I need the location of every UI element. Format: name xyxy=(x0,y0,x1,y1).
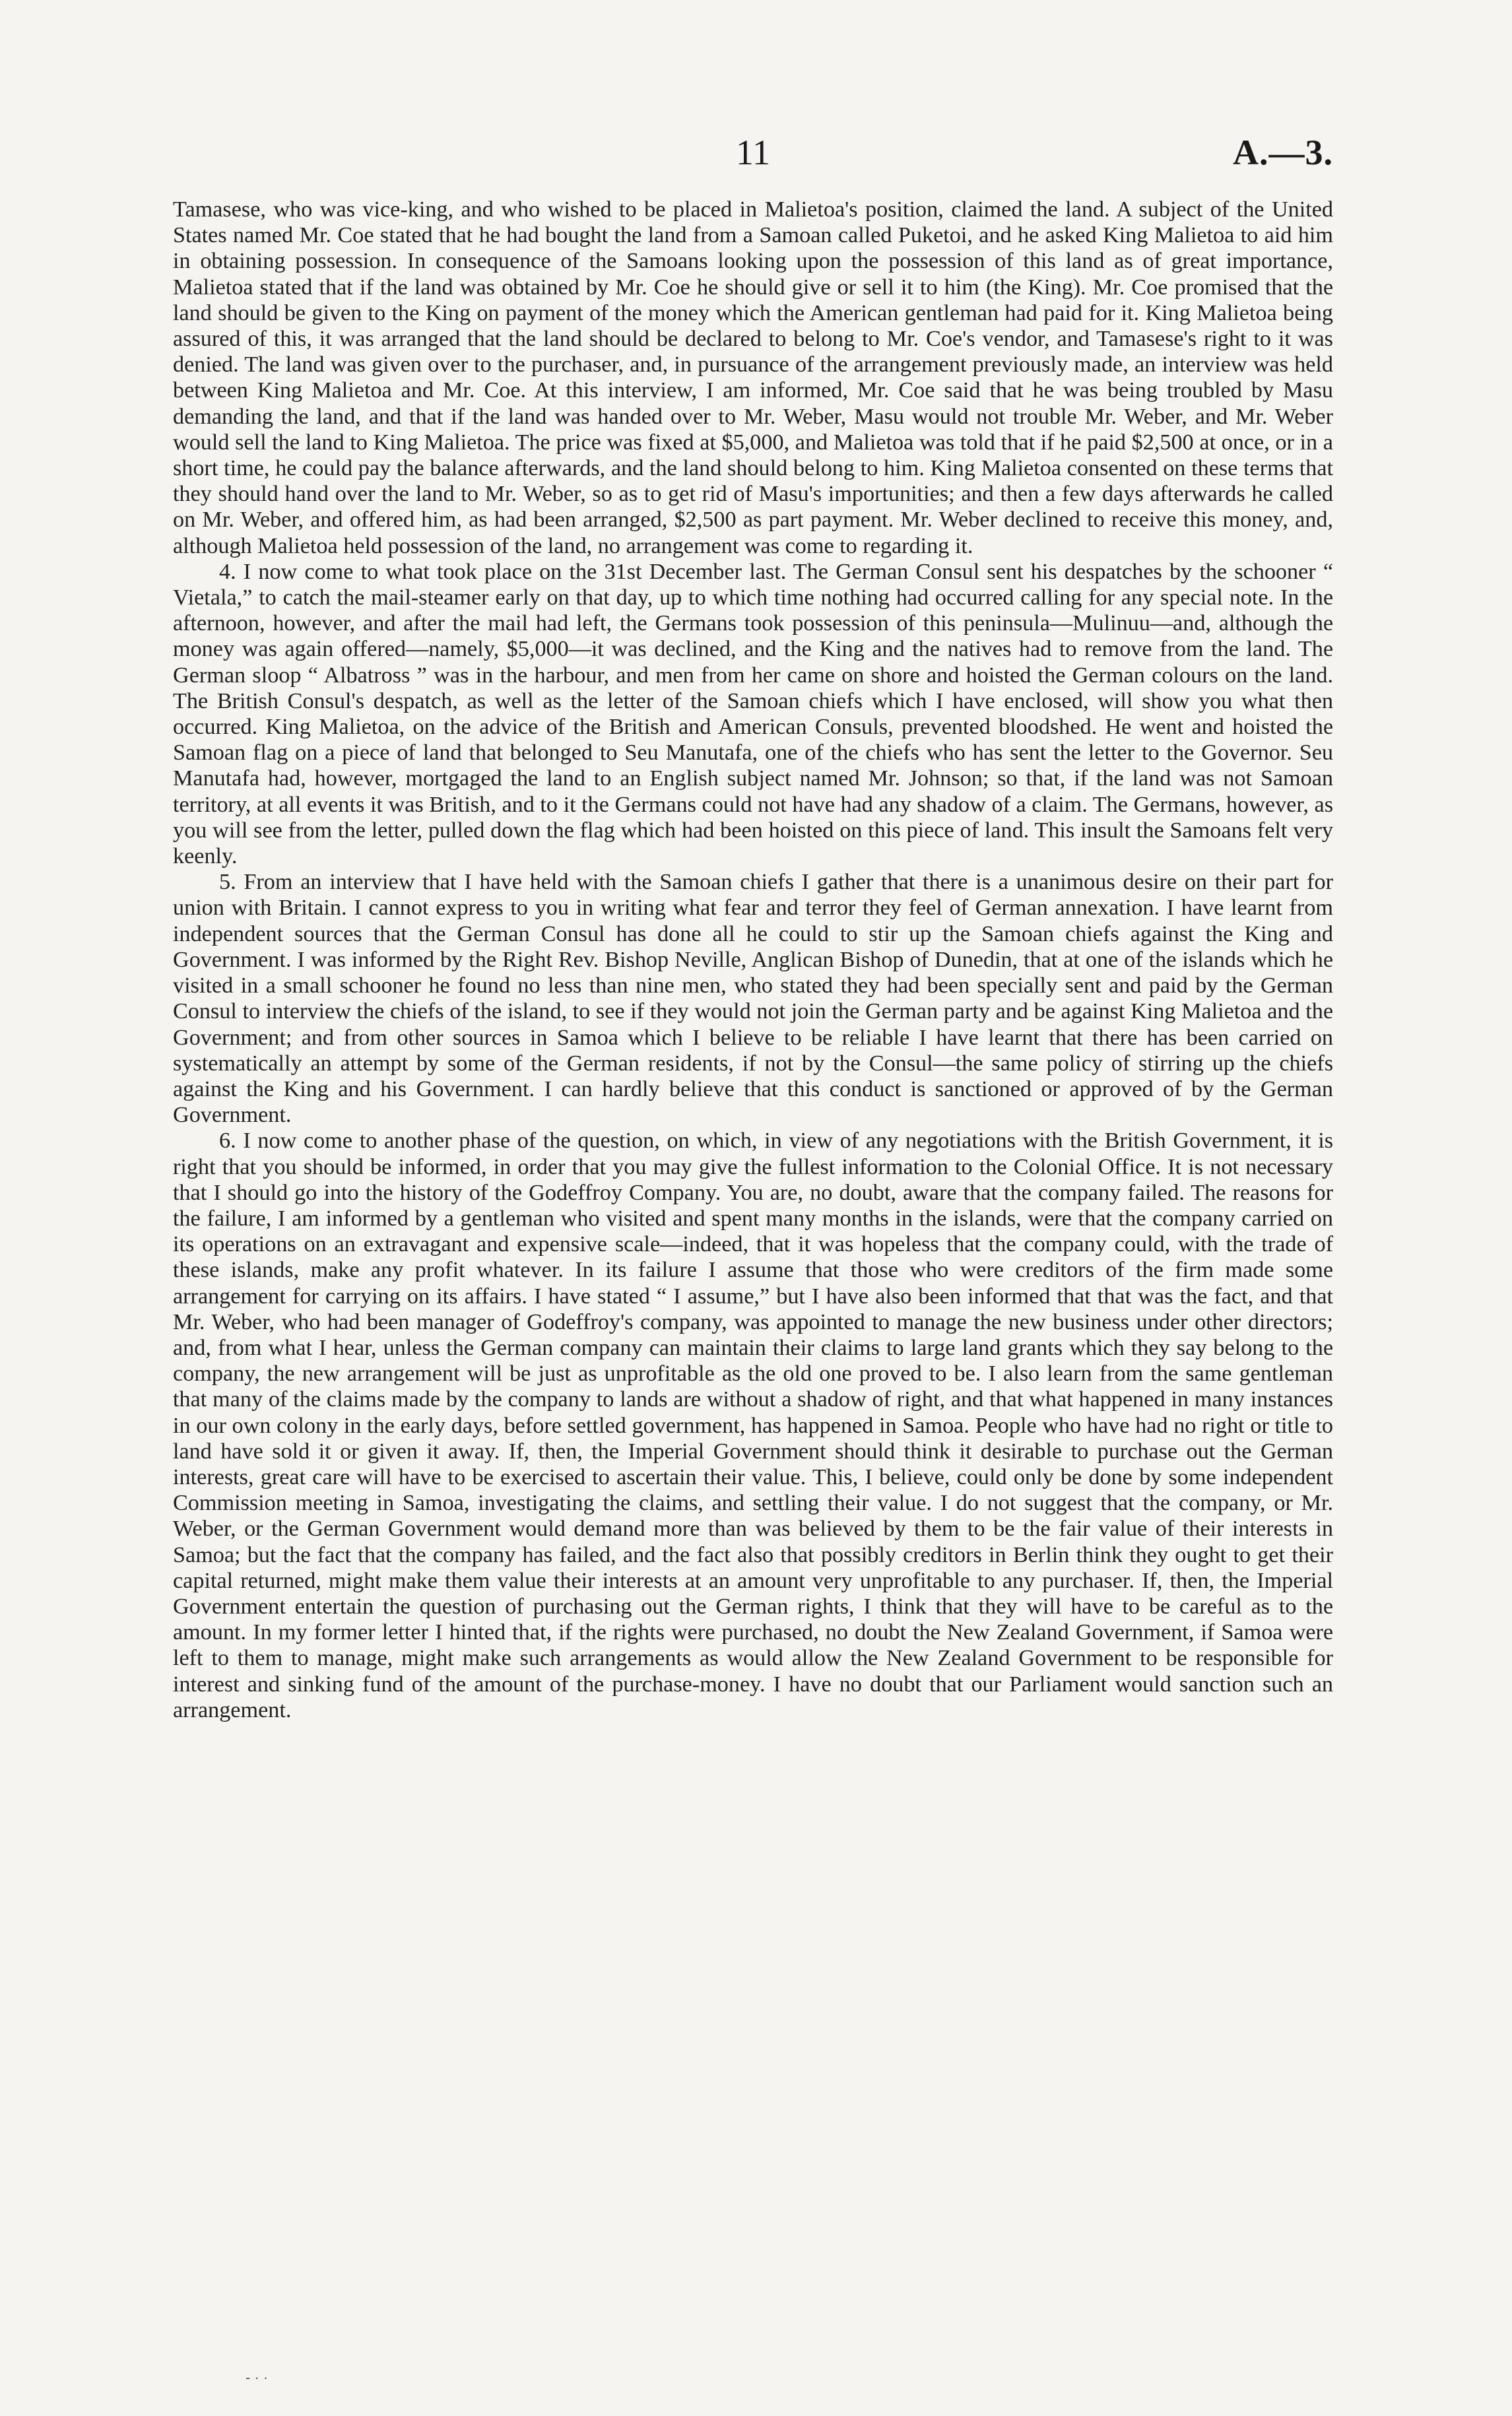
paragraph-6: 6. I now come to another phase of the question, on which, in view of any negotiations with the British Government, it is right that you should be informed, in order that you may give the fullest information to the Colonial Office. It is not necessary that I should go into the history of the Godeffroy Company. You are, no doubt, aware that the company failed. The reasons for the failure, I am informed by a gentleman who visited and spent many months in the islands, were that the company carried on its operations on an extravagant and expensive scale—indeed, that it was hopeless that the company could, with the trade of these islands, make any profit whatever. In its failure I assume that those who were creditors of the firm made some arrangement for carrying on its affairs. I have stated “ I assume,” but I have also been informed that that was the fact, and that Mr. Weber, who had been manager of Godeffroy's company, was appointed to manage the new business under other directors; and, from what I hear, unless the German company can maintain their claims to large land grants which they say belong to the company, the new arrangement will be just as unprofitable as the old one proved to be. I also learn from the same gentleman that many of the claims made by the company to lands are without a shadow of right, and that what happened in many instances in our own colony in the early days, before settled government, has happened in Samoa. People who have had no right or title to land have sold it or given it away. If, then, the Imperial Government should think it desirable to purchase out the German interests, great care will have to be exercised to ascertain their value. This, I believe, could only be done by some independent Commission meeting in Samoa, investigating the claims, and settling their value. I do not suggest that the company, or Mr. Weber, or the German Government would demand more than was believed by them to be the fair value of their interests in Samoa; but the fact that the company has failed, and the fact also that possibly creditors in Berlin think they ought to get their capital returned, might make them value their interests at an amount very unprofitable to any purchaser. If, then, the Imperial Government entertain the question of purchasing out the German rights, I think that they will have to be careful as to the amount. In my former letter I hinted that, if the rights were purchased, no doubt the New Zealand Government, if Samoa were left to them to manage, might make such arrangements as would allow the New Zealand Government to be responsible for interest and sinking fund of the amount of the purchase-money. I have no doubt that our Parliament would sanction such an arrangement. xyxy=(173,1128,1333,1722)
body-text xyxy=(173,197,1333,1723)
page-number: 11 xyxy=(736,133,770,172)
footer-marks: - · · xyxy=(246,2369,269,2386)
paragraph-5: 5. From an interview that I have held with the Samoan chiefs I gather that there is a unanimous desire on their part for union with Britain. I cannot express to you in writing what fear and terror they feel of German annexation. I have learnt from independent sources that the German Consul has done all he could to stir up the Samoan chiefs against the King and Government. I was informed by the Right Rev. Bishop Neville, Anglican Bishop of Dunedin, that at one of the islands which he visited in a small schooner he found no less than nine men, who stated they had been specially sent and paid by the German Consul to interview the chiefs of the island, to see if they would not join the German party and be against King Malietoa and the Government; and from other sources in Samoa which I believe to be reliable I have learnt that there has been carried on systematically an attempt by some of the German residents, if not by the Consul—the same policy of stirring up the chiefs against the King and his Government. I can hardly believe that this conduct is sanctioned or approved of by the German Government. xyxy=(173,870,1333,1128)
page-header xyxy=(173,132,1333,191)
paragraph-continued: Tamasese, who was vice-king, and who wished to be placed in Malietoa's position, claimed the land. A subject of the United States named Mr. Coe stated that he had bought the land from a Samoan called Puketoi, and he asked King Malietoa to aid him in obtaining possession. In consequence of the Samoans looking upon the possession of this land as of great importance, Malietoa stated that if the land was obtained by Mr. Coe he should give or sell it to him (the King). Mr. Coe promised that the land should be given to the King on payment of the money which the American gentleman had paid for it. King Malietoa being assured of this, it was arranged that the land should be declared to belong to Mr. Coe's vendor, and Tamasese's right to it was denied. The land was given over to the purchaser, and, in pursuance of the arrangement previously made, an interview was held between King Malietoa and Mr. Coe. At this interview, I am informed, Mr. Coe said that he was being troubled by Masu demanding the land, and that if the land was handed over to Mr. Weber, Masu would not trouble Mr. Weber, and Mr. Weber would sell the land to King Malietoa. The price was fixed at $5,000, and Malietoa was told that if he paid $2,500 at once, or in a short time, he could pay the balance afterwards, and the land should belong to him. King Malietoa consented on these terms that they should hand over the land to Mr. Weber, so as to get rid of Masu's importunities; and then a few days afterwards he called on Mr. Weber, and offered him, as had been arranged, $2,500 as part payment. Mr. Weber declined to receive this money, and, although Malietoa held possession of the land, no arrangement was come to regarding it. xyxy=(173,197,1333,558)
document-reference: A.—3. xyxy=(1233,133,1333,172)
paragraph-4: 4. I now come to what took place on the 31st December last. The German Consul sent his despatches by the schooner “ Vietala,” to catch the mail-steamer early on that day, up to which time nothing had occurred calling for any special note. In the afternoon, however, and after the mail had left, the Germans took possession of this peninsula—Mulinuu—and, although the money was again offered—namely, $5,000—it was declined, and the King and the natives had to remove from the land. The German sloop “ Albatross ” was in the harbour, and men from her came on shore and hoisted the German colours on the land. The British Consul's despatch, as well as the letter of the Samoan chiefs which I have enclosed, will show you what then occurred. King Malietoa, on the advice of the British and American Consuls, prevented bloodshed. He went and hoisted the Samoan flag on a piece of land that belonged to Seu Manutafa, one of the chiefs who has sent the letter to the Governor. Seu Manutafa had, however, mortgaged the land to an English subject named Mr. Johnson; so that, if the land was not Samoan territory, at all events it was British, and to it the Germans could not have had any shadow of a claim. The Germans, however, as you will see from the letter, pulled down the flag which had been hoisted on this piece of land. This insult the Samoans felt very keenly. xyxy=(173,559,1333,869)
